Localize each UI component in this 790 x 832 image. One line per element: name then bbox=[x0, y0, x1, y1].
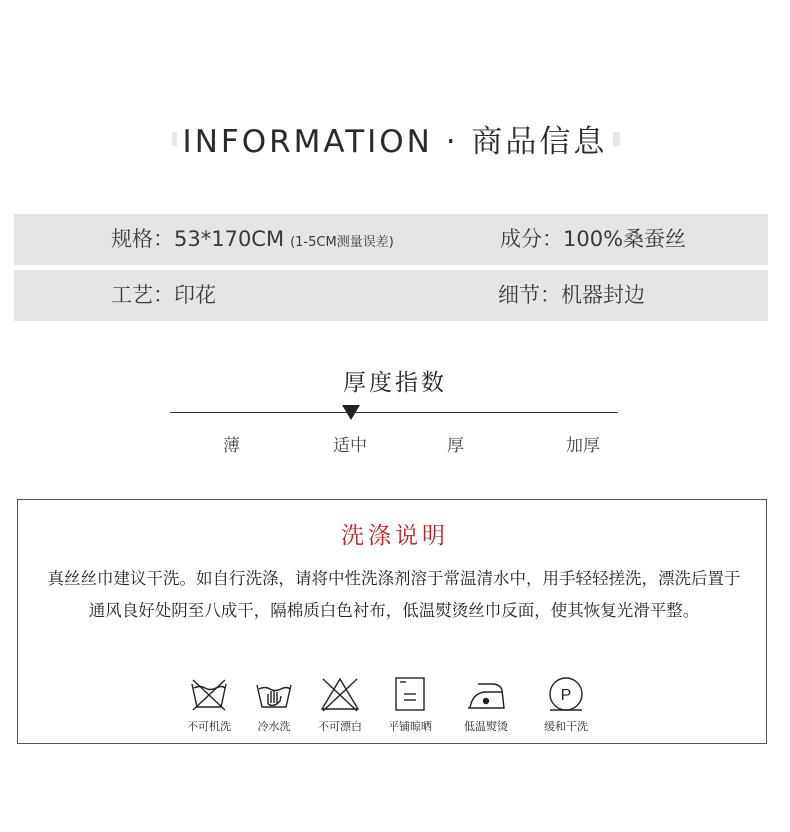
spec-craft: 工艺：印花 bbox=[111, 283, 216, 307]
thickness-scale-line bbox=[170, 412, 618, 413]
cold-hand-wash-icon bbox=[252, 674, 296, 714]
no-machine-wash-icon bbox=[187, 674, 231, 714]
thickness-level-thick: 厚 bbox=[447, 436, 464, 456]
thickness-title: 厚度指数 bbox=[343, 370, 447, 396]
dry-flat-icon bbox=[388, 674, 432, 714]
section-title bbox=[0, 116, 790, 161]
no-bleach-icon bbox=[318, 674, 362, 714]
icon-label-dry-flat: 平铺晾晒 bbox=[388, 720, 432, 733]
spec-size-note: (1-5CM测量误差) bbox=[290, 235, 394, 250]
section-title-text: INFORMATION · 商品信息 bbox=[177, 124, 614, 160]
spec-size-label: 规格：53*170CM bbox=[111, 227, 285, 251]
spec-material: 成分：100%桑蚕丝 bbox=[500, 227, 687, 251]
low-iron-icon bbox=[464, 674, 508, 714]
icon-label-cold-wash: 冷水洗 bbox=[257, 720, 291, 733]
spec-row-2 bbox=[14, 270, 768, 321]
wash-title: 洗涤说明 bbox=[341, 523, 449, 549]
wash-text: 真丝丝巾建议干洗。如自行洗涤，请将中性洗涤剂溶于常温清水中，用手轻轻搓洗，漂洗后置于通风良好处阴至八成干，隔棉质白色衬布，低温熨烫丝巾反面，使其恢复光滑平整。 bbox=[47, 569, 741, 620]
spec-detail: 细节：机器封边 bbox=[498, 283, 645, 307]
icon-label-low-iron: 低温熨烫 bbox=[464, 720, 508, 733]
dry-clean-letter: P bbox=[560, 687, 572, 704]
icon-label-no-machine-wash: 不可机洗 bbox=[187, 720, 231, 733]
thickness-level-extra-thick: 加厚 bbox=[566, 436, 600, 456]
icon-label-no-bleach: 不可漂白 bbox=[318, 720, 362, 733]
spec-size bbox=[111, 214, 394, 265]
spec-row-1 bbox=[14, 214, 768, 265]
dry-clean-p-icon bbox=[544, 674, 588, 714]
thickness-level-medium: 适中 bbox=[333, 436, 367, 456]
thickness-marker-icon bbox=[342, 405, 360, 420]
thickness-level-thin: 薄 bbox=[223, 436, 240, 456]
icon-label-gentle-dry-clean: 缓和干洗 bbox=[544, 720, 588, 733]
